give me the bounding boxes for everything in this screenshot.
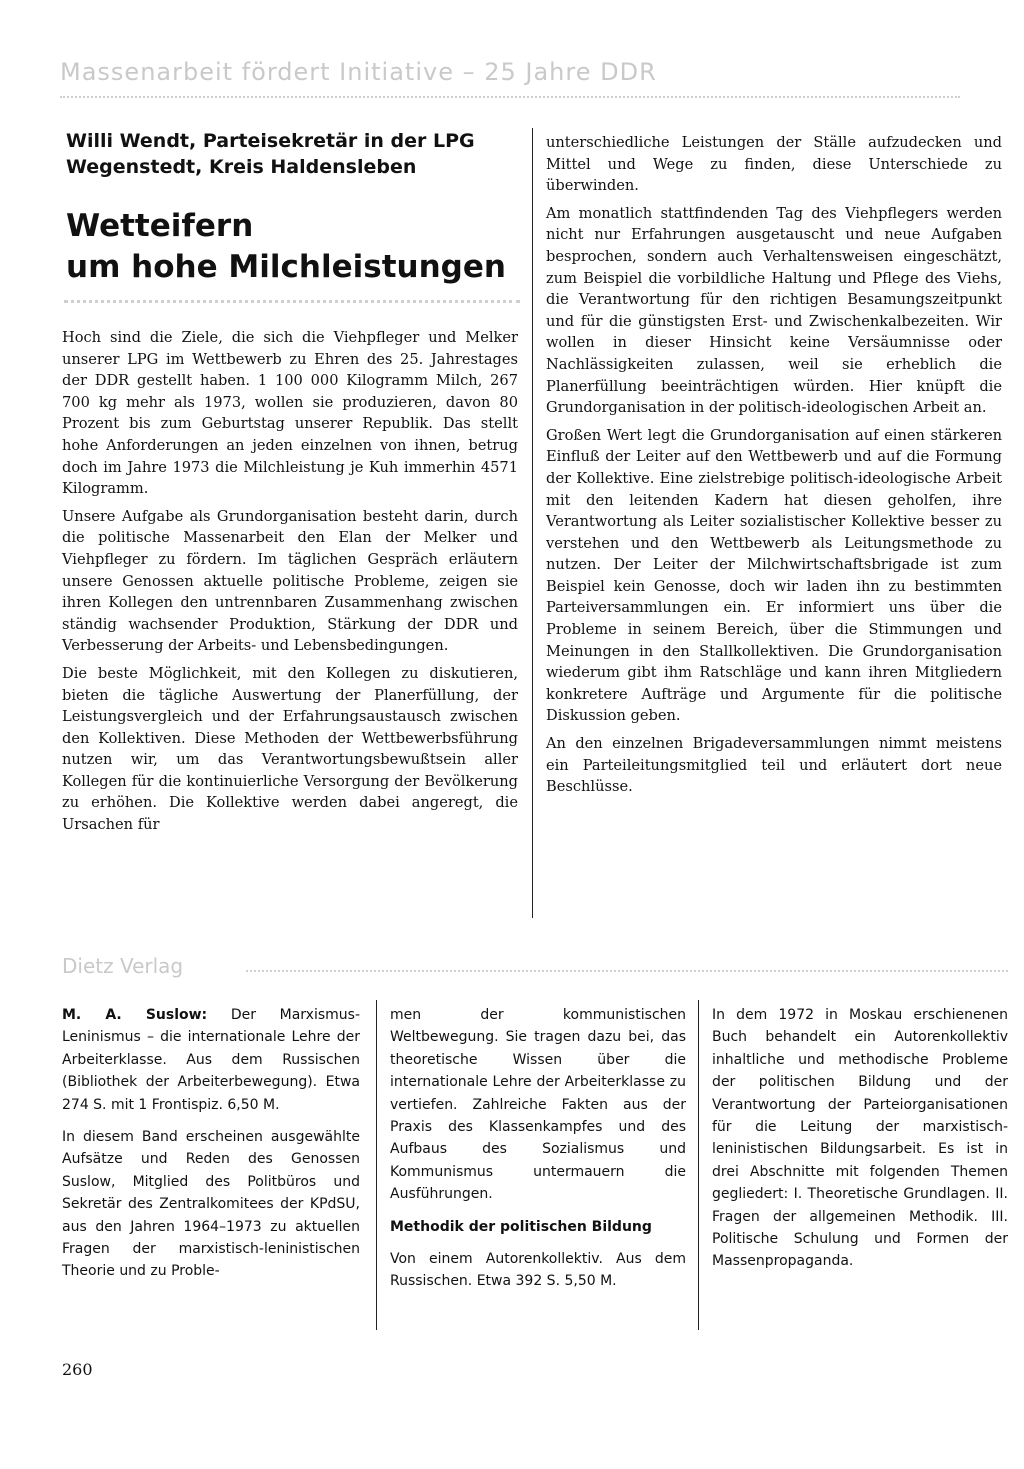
article-paragraph: Die beste Möglichkeit, mit den Kollegen zu diskutieren, bieten die tägliche Auswertung der Planerfüllung, der Leistungsvergleich und der Erfahrungsaustausch zwischen den Kollektiven. Diese Methoden der Wettbewerbsführung nutzen wir, um das Verantwortungsbewußtsein aller Kollegen für die kontinuierliche Versorgung der Bevölkerung zu erhöhen. Die Kollektive werden dabei angeregt, die Ursachen für — [62, 664, 518, 834]
book-column-divider-2 — [698, 1000, 699, 1330]
article-paragraph: Hoch sind die Ziele, die sich die Viehpfleger und Melker unserer LPG im Wettbewerb zu Ehren des 25. Jahrestages der DDR gestellt haben. 1 100 000 Kilogramm Milch, 267 700 kg mehr als 1973, wollen sie produzieren, davon 80 Prozent bis zum Geburtstag unserer Republik. Das stellt hohe Anforderungen an jeden einzelnen von ihnen, betrug doch im Jahre 1973 die Milchleistung je Kuh immerhin 4571 Kilogramm. — [62, 329, 518, 498]
book-citation-text: Der Marxismus-Leninismus – die internationale Lehre der Arbeiterklasse. Aus dem Russischen (Bibliothek der Arbeiterbewegung). Etwa 274 S. mit 1 Frontispiz. 6,50 M. — [62, 1007, 360, 1113]
article-paragraph: Am monatlich stattfindenden Tag des Viehpflegers werden nicht nur Erfahrungen ausgetauscht und neue Aufgaben besprochen, sondern auch Verhaltensweisen eingeschätzt, zum Beispiel die vorbildliche Haltung und Pflege des Viehs, die Verantwortung für den richtigen Besamungszeitpunkt und für die günstigsten Erst- und Zwischenkalbezeiten. Wir wollen in dieser Hinsicht keine Versäumnisse oder Nachlässigkeiten zulassen, weil sie erheblich die Planerfüllung beeinträchtigen würden. Hier knüpft die Grundorganisation in der politisch-ideologischen Arbeit an. — [546, 204, 1002, 417]
article-paragraph: Unsere Aufgabe als Grundorganisation besteht darin, durch die politische Massenarbeit den Elan der Melker und Viehpfleger zu fördern. Im täglichen Gespräch erläutern unsere Genossen aktuelle politische Probleme, zeigen sie ihren Kollegen den untrennbaren Zusammenhang zwischen ständig wachsender Produktion, Stärkung der DDR und Verbesserung der Arbeits- und Lebensbedingungen. — [62, 507, 518, 655]
book-description-continued: men der kommunistischen Weltbewegung. Sie tragen dazu bei, das theoretische Wissen über die internationale Lehre der Arbeiterklasse zu vertiefen. Zahlreiche Fakten aus der Praxis des Klassenkampfes und des Aufbaus des Sozialismus und Kommunismus untermauern die Ausführungen. — [390, 1007, 686, 1203]
article-paragraph: unterschiedliche Leistungen der Ställe aufzudecken und Mittel und Wege zu finden, diese Unterschiede zu überwinden. — [546, 134, 1002, 195]
article-left-column — [62, 327, 518, 842]
book-column-2 — [390, 1004, 686, 1303]
header-banner: Massenarbeit fördert Initiative – 25 Jahre DDR — [60, 58, 657, 86]
book-column-3 — [712, 1004, 1008, 1283]
article-column-divider — [532, 128, 533, 918]
article-right-column — [546, 132, 1002, 804]
article-paragraph: Großen Wert legt die Grundorganisation auf einen stärkeren Einfluß der Leiter auf den Wettbewerb und auf die Formung der Kollektive. Eine zielstrebige politisch-ideologische Arbeit mit den leitenden Kadern hat diesen geholfen, ihre Verantwortung als Leiter sozialistischer Kollektive besser zu verstehen und den Wettbewerb als Leitungsmethode zu nutzen. Der Leiter der Milchwirtschaftsbrigade ist zum Beispiel kein Genosse, doch wir laden ihn zu bestimmten Parteiversammlungen ein. Er informiert uns über die Probleme in seinem Bereich, über die Stimmungen und Meinungen in den Stallkollektiven. Die Grundorganisation wiederum gibt ihm Ratschläge und kann ihren Mitgliedern konkretere Aufträge und Argumente für die politische Diskussion geben. — [546, 426, 1002, 725]
article-headline — [66, 206, 526, 288]
headline-divider — [64, 300, 520, 303]
publisher-divider — [246, 970, 1008, 972]
book-citation — [62, 1004, 360, 1116]
article-paragraph: An den einzelnen Brigadeversammlungen nimmt meistens ein Parteileitungsmitglied teil und erläutert dort neue Beschlüsse. — [546, 735, 1002, 796]
page-number: 260 — [62, 1360, 93, 1379]
book-column-1 — [62, 1004, 360, 1293]
book-author: M. A. Suslow: — [62, 1007, 208, 1023]
book-title: Methodik der politischen Bildung — [390, 1218, 652, 1235]
header-divider — [60, 96, 960, 98]
article-author: Willi Wendt, Parteisekretär in der LPG Wegenstedt, Kreis Haldensleben — [66, 130, 475, 178]
book-description: In diesem Band erscheinen ausgewählte Aufsätze und Reden des Genossen Suslow, Mitglied des Politbüros und Sekretär des Zentralkomitees der KPdSU, aus den Jahren 1964–1973 zu aktuellen Fragen der marxistisch-leninistischen Theorie und zu Proble- — [62, 1129, 360, 1280]
publisher-logo: Dietz Verlag — [62, 954, 184, 978]
book-column-divider-1 — [376, 1000, 377, 1330]
headline-line-2: um hohe Milchleistungen — [66, 249, 506, 285]
headline-line-1: Wetteifern — [66, 208, 254, 244]
book-citation: Von einem Autorenkollektiv. Aus dem Russischen. Etwa 392 S. 5,50 M. — [390, 1251, 686, 1290]
book-description: In dem 1972 in Moskau erschienenen Buch behandelt ein Autorenkollektiv inhaltliche und methodische Probleme der politischen Bildung und der Verantwortung der Parteiorganisationen für die Leitung der marxistisch-leninistischen Bildungsarbeit. Es ist in drei Abschnitte mit folgenden Themen gegliedert: I. Theoretische Grundlagen. II. Fragen der allgemeinen Methodik. III. Politische Schulung und Formen der Massenpropaganda. — [712, 1007, 1008, 1270]
